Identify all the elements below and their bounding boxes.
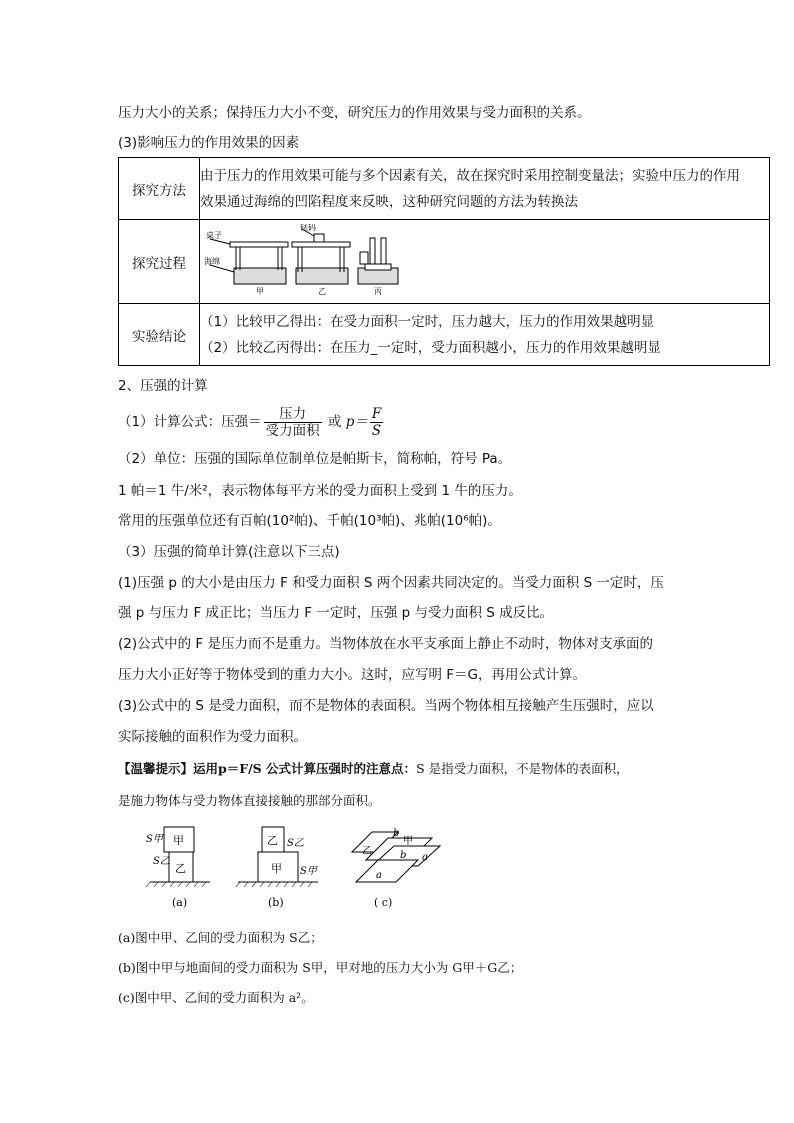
label-yi-a: 乙	[175, 862, 186, 875]
label-s-jia-b: S甲	[300, 866, 317, 877]
common-units-line: 常用的压强单位还有百帕(10²帕)、千帕(10³帕)、兆帕(10⁶帕)。	[118, 513, 501, 529]
label-weight: 砝码	[300, 223, 316, 232]
formula-p-equals: p＝	[345, 414, 368, 430]
label-sponge: 海绵	[204, 256, 220, 266]
tip-heading: 【温馨提示】运用p＝F/S 公式计算压强时的注意点：	[118, 761, 417, 776]
simple-calc-heading: （3）压强的简单计算(注意以下三点)	[118, 544, 340, 560]
tip-line-1	[118, 759, 629, 779]
formula-s: S	[371, 422, 382, 439]
table-row-method	[119, 158, 770, 220]
conclusion-content	[200, 304, 770, 366]
note-a: (a)图中甲、乙间的受力面积为 S乙；	[118, 930, 323, 945]
method-line-2: 效果通过海绵的凹陷程度来反映，这种研究问题的方法为转换法	[200, 193, 578, 210]
label-bing: 丙	[374, 286, 382, 296]
formula-prefix: （1）计算公式：压强＝	[118, 414, 262, 430]
contact-area-diagram	[140, 818, 480, 914]
process-content	[200, 220, 770, 304]
process-label: 探究过程	[119, 220, 200, 304]
label-yi-b: 乙	[267, 834, 278, 847]
note-c: (c)图中甲、乙间的受力面积为 a²。	[118, 990, 314, 1005]
formula-line	[118, 404, 385, 440]
point-3-line-2: 实际接触的面积作为受力面积。	[118, 729, 307, 745]
tip-text: S 是指受力面积，不是物体的表面积，	[416, 761, 629, 776]
unit-line: （2）单位：压强的国际单位制单位是帕斯卡，简称帕，符号 Pa。	[118, 451, 512, 467]
label-b-mid: b	[400, 850, 407, 861]
formula-f: F	[371, 405, 382, 422]
formula-or: 或	[323, 414, 346, 430]
label-jia-a: 甲	[173, 834, 184, 847]
label-s-jia-a: S甲	[146, 834, 163, 845]
caption-b: (b)	[268, 896, 284, 909]
label-a-bottom: a	[376, 870, 382, 881]
sponge-experiment-figure	[200, 224, 400, 296]
caption-a: (a)	[172, 896, 188, 909]
section-2-heading: 2、压强的计算	[118, 378, 208, 394]
label-s-yi-b: S乙	[287, 838, 304, 849]
section-3-heading: (3)影响压力的作用效果的因素	[118, 135, 300, 151]
caption-c: ( c)	[374, 896, 393, 909]
point-3-line-1: (3)公式中的 S 是受力面积，而不是物体的表面积。当两个物体相互接触产生压强时，应以	[118, 698, 654, 714]
point-1-line-1: (1)压强 p 的大小是由压力 F 和受力面积 S 两个因素共同决定的。当受力面积 S 一定时，压	[118, 575, 664, 591]
formula-denominator: 受力面积	[265, 422, 320, 439]
conclusion-label: 实验结论	[119, 304, 200, 366]
point-2-line-2: 压力大小正好等于物体受到的重力大小。这时，应写明 F＝G，再用公式计算。	[118, 667, 587, 683]
table-row-conclusion	[119, 304, 770, 366]
table-row-process	[119, 220, 770, 304]
label-b-top: b	[393, 828, 400, 839]
label-yi-c: 乙	[362, 846, 372, 857]
conclusion-line-1: （1）比较甲乙得出：在受力面积一定时，压力越大，压力的作用效果越明显	[200, 313, 655, 330]
label-jia-b: 甲	[271, 862, 282, 875]
point-2-line-1: (2)公式中的 F 是压力而不是重力。当物体放在水平支承面上静止不动时，物体对支承面的	[118, 636, 653, 652]
method-content	[200, 158, 770, 220]
tip-line-2: 是施力物体与受力物体直接接触的那部分面积。	[118, 793, 381, 808]
formula-fraction-symbols	[370, 406, 383, 439]
label-jia: 甲	[256, 286, 264, 296]
formula-numerator: 压力	[264, 406, 322, 423]
point-1-line-2: 强 p 与压力 F 成正比；当压力 F 一定时，压强 p 与受力面积 S 成反比。	[118, 605, 554, 621]
label-jia-c: 甲	[403, 836, 413, 847]
note-b: (b)图中甲与地面间的受力面积为 S甲，甲对地的压力大小为 G甲＋G乙；	[118, 960, 523, 975]
label-a-right: a	[422, 852, 428, 863]
label-yi: 乙	[318, 286, 326, 296]
unit-definition-line: 1 帕＝1 牛/米²，表示物体每平方米的受力面积上受到 1 牛的压力。	[118, 483, 522, 499]
label-s-yi-a: S乙	[153, 856, 170, 867]
method-label: 探究方法	[119, 158, 200, 220]
factors-table	[118, 157, 770, 366]
conclusion-line-2: （2）比较乙丙得出：在压力_一定时，受力面积越小，压力的作用效果越明显	[200, 339, 661, 356]
formula-fraction-words	[264, 406, 322, 439]
method-line-1: 由于压力的作用效果可能与多个因素有关，故在探究时采用控制变量法；实验中压力的作用	[200, 167, 740, 184]
label-table: 桌子	[206, 230, 222, 240]
intro-line: 压力大小的关系；保持压力大小不变，研究压力的作用效果与受力面积的关系。	[118, 105, 591, 121]
